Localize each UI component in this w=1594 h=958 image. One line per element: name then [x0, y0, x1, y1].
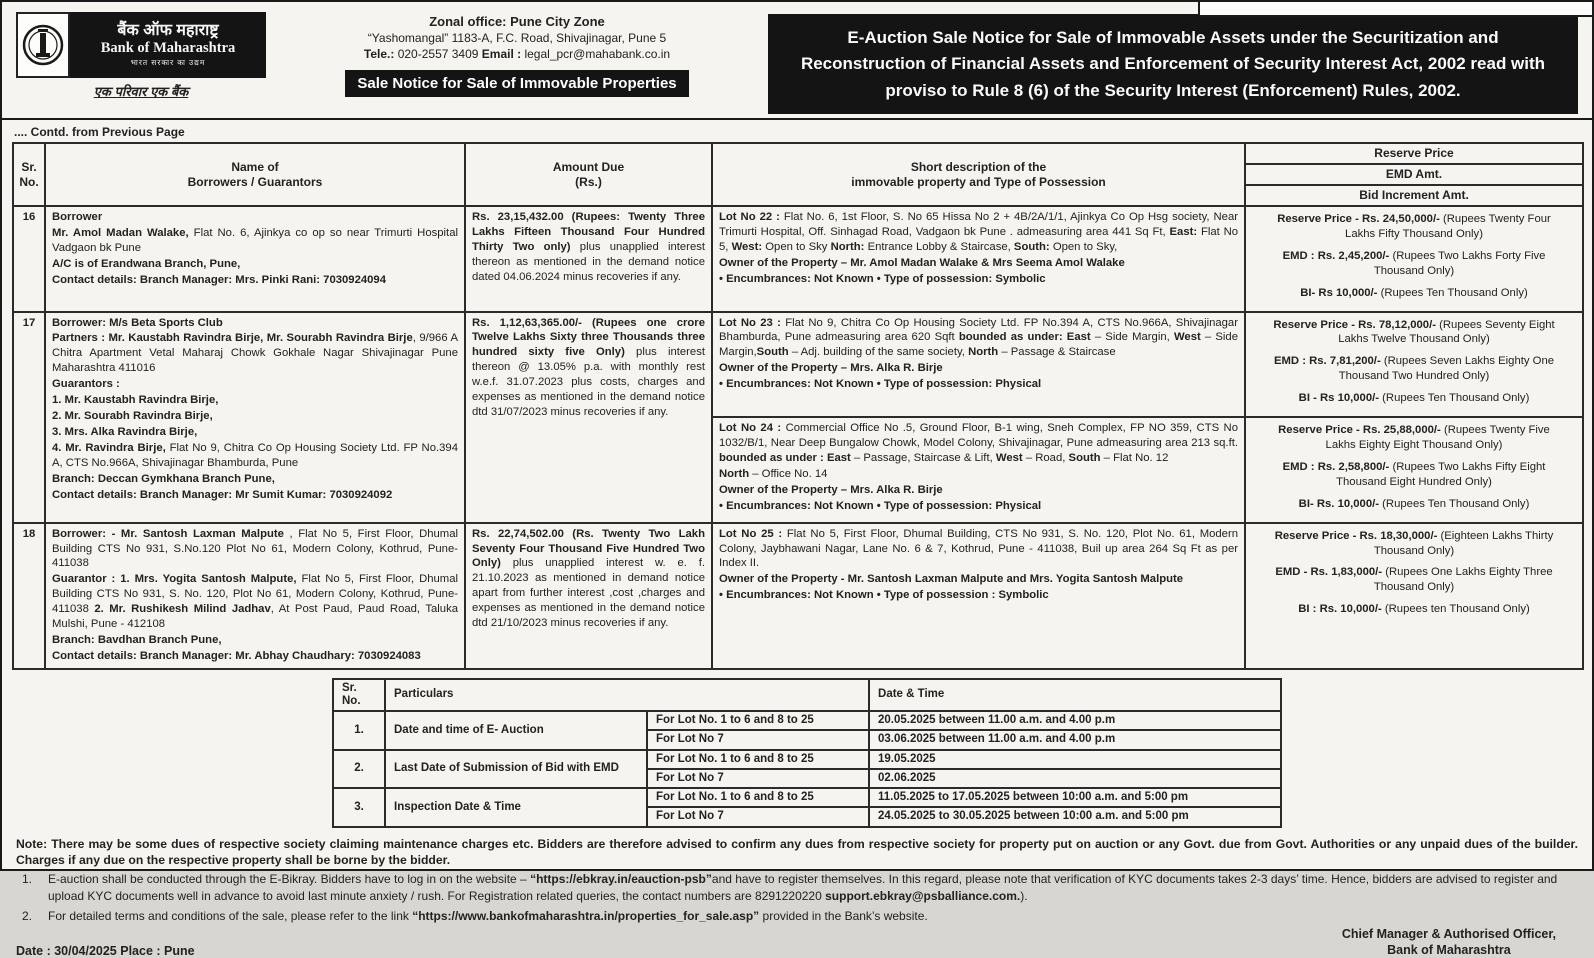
table-row-18 — [13, 523, 1583, 669]
sale-notice-banner: Sale Notice for Sale of Immovable Properties — [345, 70, 688, 97]
signatory — [1342, 927, 1556, 958]
main-table — [12, 142, 1584, 670]
schedule-lot-cell: For Lot No. 1 to 6 and 8 to 25 — [647, 711, 869, 730]
schedule-lot-cell: For Lot No. 1 to 6 and 8 to 25 — [647, 788, 869, 807]
amount-due-cell: Rs. 22,74,502.00 (Rs. Twenty Two Lakh Seventy Four Thousand Five Hundred Two Only) plus unapplied interest w. e. f. 21.10.2023 as mentioned in demand notice apart from further interest ,cost ,charges and expenses as mentioned in the demand notice dtd 21/10/2023 minus recoveries if any. — [465, 523, 712, 669]
reserve-price-lot25: Reserve Price - Rs. 18,30,000/- (Eighteen Lakhs Thirty Thousand Only) EMD - Rs. 1,83,000/- (Rupees One Lakhs Eighty Three Thousand Only) BI : Rs. 10,000/- (Rupees ten Thousand Only) — [1245, 523, 1583, 669]
table-row-16 — [13, 206, 1583, 312]
borrower-cell: Borrower: - Mr. Santosh Laxman Malpute , Flat No 5, First Floor, Dhumal Building CTS No 931, S.No.120 Plot No 61, Modern Colony, Kothrud, Pune-411038 Guarantor : 1. Mrs. Yogita Santosh Malpute, Flat No 5, First Floor, Dhumal Building CTS No 931, S. No. 120, Plot No 61, Modern Colony, Kothrud, Pune-411038 2. Mr. Rushikesh Milind Jadhav, At Post Paud, Paud Road, Taluka Mulshi, Pune - 412108 Branch: Bavdhan Branch Pune, Contact details: Branch Manager: Mr. Abhay Chaudhary: 7030924083 — [45, 523, 465, 669]
schedule-lot-cell: For Lot No. 1 to 6 and 8 to 25 — [647, 750, 869, 769]
col-header-reserve-price: Reserve Price — [1245, 143, 1583, 164]
schedule-row — [333, 750, 1281, 769]
sr-no-cell: 17 — [13, 312, 45, 523]
schedule-sr-cell: 3. — [333, 788, 385, 826]
eauction-title-banner: E-Auction Sale Notice for Sale of Immovable Assets under the Securitization and Reconstruction of Financial Assets and Enforcement of Security Interest Act, 2002 read with proviso to Rule 8 (6) of the Security Interest (Enforcement) Rules, 2002. — [768, 14, 1578, 114]
zonal-office-contact: Tele.: 020-2557 3409 Email : legal_pcr@mahabank.co.in — [363, 47, 671, 61]
schedule-header-datetime: Date & Time — [869, 679, 1281, 711]
schedule-header-row — [333, 679, 1281, 711]
col-header-emd: EMD Amt. — [1245, 164, 1583, 185]
schedule-datetime-cell: 03.06.2025 between 11.00 a.m. and 4.00 p.m — [869, 730, 1281, 749]
bank-name-english: Bank of Maharashtra — [100, 40, 236, 57]
property-desc-lot22: Lot No 22 : Flat No. 6, 1st Floor, S. No 65 Hissa No 2 + 4B/2A/1/1, Ajinkya Co Op Hsg society, Near Trimurti Hospital, Off. Sinhagad Road, Vadgaon bk Pune . admeasuring area 441 Sq Ft, East: Flat No 5, West: Open to Sky North: Entrance Lobby & Staircase, South: Open to Sky, Owner of the Property – Mr. Amol Madan Walake & Mrs Seema Amol Walake • Encumbrances: Not Known • Type of possession: Symbolic — [712, 206, 1245, 312]
bank-tagline: एक परिवार एक बैंक — [93, 84, 189, 99]
reserve-price-lot24: Reserve Price - Rs. 25,88,000/- (Rupees Twenty Five Lakhs Eighty Eight Thousand Only) EMD : Rs. 2,58,800/- (Rupees Two Lakhs Fifty Eight Thousand Eight Hundred Only) BI- Rs. 10,000/- (Rupees Ten Thousand Only) — [1245, 417, 1583, 523]
bank-logo-top — [16, 12, 266, 78]
schedule-row — [333, 711, 1281, 730]
property-desc-lot25: Lot No 25 : Flat No 5, First Floor, Dhumal Building, CTS No 931, S. No. 120, Plot No. 61, Modern Colony, Jaybhawani Nagar, Lane No. 6 & 7, Kothrud, Pune - 411038, Buil up area 264 Sq Ft as per Index II. Owner of the Property - Mr. Santosh Laxman Malpute and Mrs. Yogita Santosh Malpute • Encumbrances: Not Known • Type of possession : Symbolic — [712, 523, 1245, 669]
schedule-header-sr: Sr. No. — [333, 679, 385, 711]
contd-note: .... Contd. from Previous Page — [14, 125, 185, 139]
signatory-org: Bank of Maharashtra — [1387, 942, 1511, 957]
schedule-header-particulars: Particulars — [385, 679, 869, 711]
note-item-number: 1. — [22, 872, 33, 887]
schedule-particular-cell: Last Date of Submission of Bid with EMD — [385, 750, 647, 788]
zonal-office-line2: “Yashomangal” 1183-A, F.C. Road, Shivajinagar, Pune 5 — [367, 31, 667, 45]
borrower-cell: Borrower Mr. Amol Madan Walake, Flat No. 6, Ajinkya co op so near Trimurti Hospital Vadgaon bk Pune A/C is of Erandwana Branch, Pune, Contact details: Branch Manager: Mrs. Pinki Rani: 7030924094 — [45, 206, 465, 312]
borrower-cell: Borrower: M/s Beta Sports Club Partners : Mr. Kaustabh Ravindra Birje, Mr. Sourabh Ravindra Birje, 9/966 A Chitra Apartment Vetal Maharaj Chowk Gokhale Nagar Shivajinagar Pune Maharashtra 411016 Guarantors : 1. Mr. Kaustabh Ravindra Birje, 2. Mr. Sourabh Ravindra Birje, 3. Mrs. Alka Ravindra Birje, 4. Mr. Ravindra Birje, Flat No 9, Chitra Co Op Housing Society Ltd. FP No.394 A, CTS No.966A, Shivajinagar Bhamburda, Pune Branch: Deccan Gymkhana Branch Pune, Contact details: Branch Manager: Mr Sumit Kumar: 7030924092 — [45, 312, 465, 523]
bank-logo-block — [16, 12, 266, 100]
schedule-datetime-cell: 02.06.2025 — [869, 769, 1281, 788]
col-header-amount-due: Amount Due (Rs.) — [465, 143, 712, 206]
bank-subtitle-hindi: भारत सरकार का उद्यम — [130, 58, 206, 68]
schedule-datetime-cell: 19.05.2025 — [869, 750, 1281, 769]
col-header-borrowers: Name of Borrowers / Guarantors — [45, 143, 465, 206]
note-item-1 — [16, 871, 1578, 904]
schedule-table — [332, 678, 1282, 828]
date-place: Date : 30/04/2025 Place : Pune — [16, 944, 195, 958]
schedule-lot-cell: For Lot No 7 — [647, 730, 869, 749]
schedule-particular-cell: Date and time of E- Auction — [385, 711, 647, 749]
amount-due-cell: Rs. 1,12,63,365.00/- (Rupees one crore Twelve Lakhs Sixty three Thousands three hundred sixty five Only) plus interest thereon @ 13.05% p.a. with monthly rest w.e.f. 31.07.2023 plus costs, charges and expenses as mentioned in the demand notice dtd 31/07/2023 minus recoveries if any. — [465, 312, 712, 523]
signatory-title: Chief Manager & Authorised Officer, — [1341, 927, 1556, 941]
schedule-datetime-cell: 11.05.2025 to 17.05.2025 between 10:00 a.m. and 5:00 pm — [869, 788, 1281, 807]
schedule-sr-cell: 1. — [333, 711, 385, 749]
bank-emblem-icon — [16, 12, 70, 78]
property-desc-lot23: Lot No 23 : Flat No 9, Chitra Co Op Housing Society Ltd. FP No.394 A, CTS No.966A, Shivajinagar Bhamburda, Pune admeasuring area 620 Sqft bounded as under: East – Side Margin, West – Side Margin,South – Adj. building of the same society, North – Passage & Staircase Owner of the Property – Mrs. Alka R. Birje • Encumbrances: Not Known • Type of possession: Physical — [712, 312, 1245, 418]
sr-no-cell: 18 — [13, 523, 45, 669]
note-item-text: For detailed terms and conditions of the sale, please refer to the link “https://www.bankofmaharashtra.in/properties_for_sale.asp” provided in the Bank’s website. — [48, 908, 928, 923]
reserve-price-lot23: Reserve Price - Rs. 78,12,000/- (Rupees Seventy Eight Lakhs Twelve Thousand Only) EMD : Rs. 7,81,200/- (Rupees Seven Lakhs Eighty One Thousand Two Hundred Only) BI - Rs 10,000/- (Rupees Ten Thousand Only) — [1245, 312, 1583, 418]
property-desc-lot24: Lot No 24 : Commercial Office No .5, Ground Floor, B-1 wing, Sneh Complex, FP NO 359, CTS No 1032/B/1, Near Deep Bungalow Chowk, Model Colony, Shivajinagar, Pune admeasuring area 213 sq.ft. bounded as under : East – Passage, Staircase & Lift, West – Road, South – Flat No. 12 North – Office No. 14 Owner of the Property – Mrs. Alka R. Birje • Encumbrances: Not Known • Type of possession: Physical — [712, 417, 1245, 523]
schedule-lot-cell: For Lot No 7 — [647, 769, 869, 788]
note-item-text: E-auction shall be conducted through the E-Bikray. Bidders have to log in on the website – “https://ebkray.in/eauction-psb”and have to register themselves. In this regard, please note that verification of KYC documents takes 2-3 days’ time. Hence, bidders are advised to register and upload KYC documents well in advance to avoid last minute anxiety / rush. For Registration related queries, the contact numbers are 8291220220 support.ebkray@psballiance.com.). — [48, 872, 1558, 903]
note-item-number: 2. — [22, 908, 33, 923]
zonal-office-block — [282, 12, 752, 97]
main-table-header-row — [13, 143, 1583, 164]
schedule-lot-cell: For Lot No 7 — [647, 807, 869, 826]
notes-section — [16, 836, 1578, 926]
schedule-sr-cell: 2. — [333, 750, 385, 788]
note-item-2 — [16, 908, 1578, 925]
schedule-particular-cell: Inspection Date & Time — [385, 788, 647, 826]
amount-due-cell: Rs. 23,15,432.00 (Rupees: Twenty Three Lakhs Fifteen Thousand Four Hundred Thirty Two only) plus unapplied interest thereon as mentioned in the demand notice dated 04.06.2024 minus recoveries if any. — [465, 206, 712, 312]
note-paragraph: Note: There may be some dues of respective society claiming maintenance charges etc. Bidders are therefore advised to confirm any dues from respective society for property put on auction or any Govt. due from Govt. Authorities or any unpaid dues of the builder. Charges if any due on the respective property shall be borne by the bidder. — [16, 836, 1578, 867]
reserve-price-lot22: Reserve Price - Rs. 24,50,000/- (Rupees Twenty Four Lakhs Fifty Thousand Only) EMD : Rs. 2,45,200/- (Rupees Two Lakhs Forty Five Thousand Only) BI- Rs 10,000/- (Rupees Ten Thousand Only) — [1245, 206, 1583, 312]
zonal-office-line1: Zonal office: Pune City Zone — [429, 14, 605, 29]
sr-no-cell: 16 — [13, 206, 45, 312]
schedule-row — [333, 788, 1281, 807]
bank-name-hindi: बैंक ऑफ महाराष्ट्र — [117, 21, 219, 39]
header — [2, 2, 1592, 120]
footer — [2, 925, 1592, 958]
col-header-bid-increment: Bid Increment Amt. — [1245, 185, 1583, 206]
bank-name-box — [70, 12, 266, 78]
col-header-description: Short description of the immovable property and Type of Possession — [712, 143, 1245, 206]
schedule-datetime-cell: 20.05.2025 between 11.00 a.m. and 4.00 p.m — [869, 711, 1281, 730]
table-row-17 — [13, 312, 1583, 418]
schedule-datetime-cell: 24.05.2025 to 30.05.2025 between 10:00 a.m. and 5:00 pm — [869, 807, 1281, 826]
col-header-sr-no: Sr. No. — [13, 143, 45, 206]
page-edge-strip — [1198, 2, 1592, 17]
